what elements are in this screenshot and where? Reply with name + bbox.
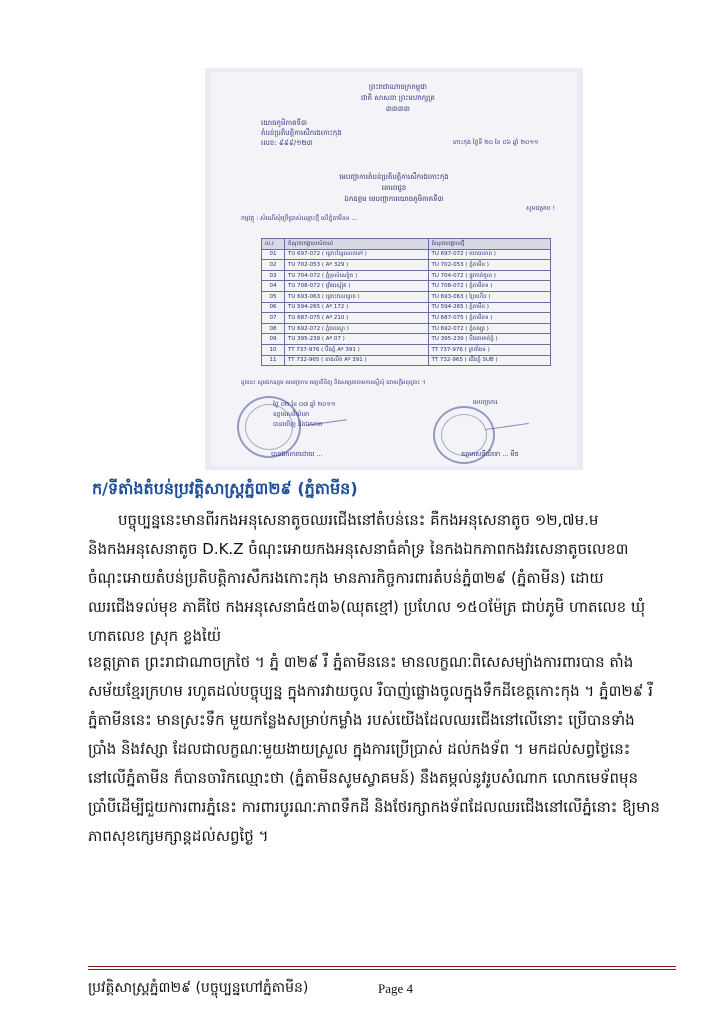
footer-divider [88,966,676,970]
table-cell: TU 687-075 ( Aº 210 ) [285,313,429,324]
table-cell-number: 11 [262,355,285,366]
table-cell: TU 594-265 ( ភ្នំតាមីន ) [428,302,550,313]
scanned-document-photo [205,68,583,470]
table-cell: TU 708-072 ( ផ្ទាំងស្មៀត ) [285,281,429,292]
table-row [262,344,551,355]
table-cell: TU 395-239 ( Aº 07 ) [285,334,429,345]
table-cell: TU 693-063 ( ព្រៃហើប ) [428,291,550,302]
table-row [262,323,551,334]
photo-footer-right: ឧត្តមសេនីយ៍ទោ ... មីន [461,450,519,458]
table-cell: TT 732-965 ( ជើងភ្នំ SUB ) [428,355,550,366]
table-cell: TU 704-072 ( ផ្លូវកាត់ចូល ) [428,270,550,281]
table-cell: TT 732-965 ( ខាងលិច Aº 391 ) [285,355,429,366]
table-cell-number: 04 [262,281,285,292]
table-cell: TU 708-072 ( ភ្នំតាមីនទ ) [428,281,550,292]
table-row [262,260,551,271]
table-cell: TU 687-075 ( ភ្នំតាមីនទ ) [428,313,550,324]
footer-document-title: ប្រវត្តិសាស្ត្រភ្នំ៣២៩ (បច្ចុប្បន្នហៅភ្នំតាមីន) [88,980,309,996]
table-header-row [262,239,551,250]
table-cell: TU 702-053 ( ភ្នំតាមីន ) [428,260,550,271]
scanned-paper [211,72,577,466]
table-row [262,355,551,366]
table-cell-number: 05 [262,291,285,302]
photo-footer-left: បានឯកភាពដោយ ... [271,450,323,458]
table-cell: TU 594-265 ( Aº 172 ) [285,302,429,313]
table-row [262,313,551,324]
table-cell: TU 697-072 ( ព្រោះខ្សែលោកទៅ ) [285,249,429,260]
table-cell-number: 06 [262,302,285,313]
table-cell: TU 692-072 ( ភ្នំជលស្វា ) [285,323,429,334]
table-row [262,270,551,281]
photo-signature-left-text: ថ្ងៃ ០២ ខែ ០៧ ឆ្នាំ ២០១១ ឧត្តមសេនីយ៍ទោ បានឃើញ និងឯកភាព [273,401,336,428]
table-cell: TU 693-063 ( ព្រោះវាលខ្សាច ) [285,291,429,302]
table-cell-number: 07 [262,313,285,324]
table-cell: TU 395-239 ( បឹងរោមាត់ភ្នំ ) [428,334,550,345]
table-cell-number: 01 [262,249,285,260]
table-cell-number: 09 [262,334,285,345]
table-cell-number: 02 [262,260,285,271]
body-paragraph-1: បច្ចុប្បន្ននេះមានពីរកងអនុសេនាតូចឈរជើងនៅតំបន់នេះ គឺកងអនុសេនាតូច ១២,៧ម.ម និងកងអនុសេនាតូច D.K.Z ចំណុះអោយកងអនុសេនាធំគាំទ្រ នៃកងឯកភាពកងវរសេនាតូចលេខ៣ ចំណុះអោយតំបន់ប្រតិបត្តិការសឹករងកោះកុង មានភារកិច្ចការពារតំបន់ភ្នំ៣២៩ (ភ្នំតាមីន) ដោយឈរជើងទល់មុខ ភាគីថៃ កងអនុសេនាធំ៥៣៦(ឈុតខ្មៅ) ប្រហែល ១៥០ម៉ែត្រ ជាប់ភូមិ ហាតលេខ ឃុំ ហាតលេខ ស្រុក ខ្លងយ៉ៃ [88,511,646,645]
table-header-cell: ល.រ [262,239,285,250]
table-header-cell: ចំណុចបង្គោលថ្មី [428,239,550,250]
table-cell: TU 704-072 ( ភ្នំទ្រសំណៀត ) [285,270,429,281]
table-header-cell: ចំណុចបង្គោលសំគាល់ [285,239,429,250]
page-number: Page 4 [378,981,414,996]
photo-date: កោះកុង ថ្ងៃទី ២០ ខែ ០៦ ឆ្នាំ ២០១១ [453,139,539,146]
photo-reference: សូមជម្រាប ! [526,205,555,212]
photo-subject: កម្មវត្ថុ : សំណើសុំប្រើប្រាស់ឈ្មោះថ្មី លើភ្នំតាមីនទ ... [241,215,358,222]
table-row [262,302,551,313]
photo-note: ដូចនេះ សូមឯកឧត្តម មេបញ្ជាការ មេត្តាពិនិត្យ និងសម្រេចតាមការស្នើសុំ ដោយក្តីអនុគ្រោះ ។ [241,380,426,386]
photo-kingdom-header: ព្រះរាជាណាចក្រកម្ពុជា ជាតិ សាសនា ព្រះមហាក្សត្រ ៣៣៣៣ [361,83,435,113]
table-cell-number: 08 [262,323,285,334]
table-row [262,291,551,302]
photo-left-organization: យោធភូមិភាគទី៣ តំបន់ប្រតិបត្តិការសឹករងកោះកុង លេខ: ៩៩៩/១២៣ [261,119,342,147]
table-cell-number: 03 [262,270,285,281]
table-row [262,334,551,345]
table-row [262,281,551,292]
photo-signature-right-text: មេបញ្ជាការ [473,399,498,406]
table-cell-number: 10 [262,344,285,355]
body-paragraph-2: ខេត្តត្រាត ព្រះរាជាណាចក្រថៃ ។ ភ្នំ ៣២៩ រឺ ភ្នំតាមីននេះ មានលក្ខណៈពិសេសម្យ៉ាងការពារបាន តាំងសម័យខ្មែរក្រហម រហូតដល់បច្ចុប្បន្ន ក្នុងការវាយចូល រឺបាញ់ផ្លោងចូលក្នុងទឹកដីខេត្តកោះកុង ។ ភ្នំ៣២៩ រឺ ភ្នំតាមីននេះ មានស្រះទឹក មួយកន្លែងសម្រាប់កម្លាំង របស់យើងដែលឈរជើងនៅលើនោះ ប្រើបានទាំងប្រាំង និងវស្សា ដែលជាលក្ខណៈមួយងាយស្រួល ក្នុងការប្រើប្រាស់ ដល់កងទ័ព ។ មកដល់សព្វថ្ងៃនេះ នៅលើភ្នំតាមីន ក៏បានចារិកឈ្មោះថា (ភ្នំតាមីនសូមស្វាគមន៍) នឹងតម្កល់នូវរូបសំណាក លោកមេទ័ពមុនប្រាំបីដើម្បីជួយការពារភ្នំនេះ ការពារបូរណៈភាពទឹកដី និងថែរក្សាកងទ័ពដែលឈរជើងនៅលើភ្នំនោះ ឱ្យមានភាពសុខក្សេមក្សាន្តដល់សព្វថ្ងៃ ។ [88,653,660,845]
photo-title: មេបញ្ជាការតំបន់ប្រតិបត្តិការសឹករងកោះកុង គោរពជូន ឯកឧត្តម មេបញ្ជាការយោធភូមិភាគទី៣ [339,173,449,203]
table-row [262,249,551,260]
photo-coordinates-table [261,238,551,366]
table-cell: TU 697-072 ( យោធាភាព ) [428,249,550,260]
table-cell: TT 737-976 ( បឹងភ្នំ Aº 391 ) [285,344,429,355]
table-cell: TU 702-053 ( Aº 329 ) [285,260,429,271]
table-cell: TU 692-072 ( ភ្នំសម្បូរ ) [428,323,550,334]
section-heading: ក/ទីតាំងតំបន់ប្រវត្តិសាស្ត្រភ្នំ៣២៩ (ភ្នំតាមីន) [92,479,358,498]
table-cell: TT 737-976 ( ត្រពាំងទ ) [428,344,550,355]
